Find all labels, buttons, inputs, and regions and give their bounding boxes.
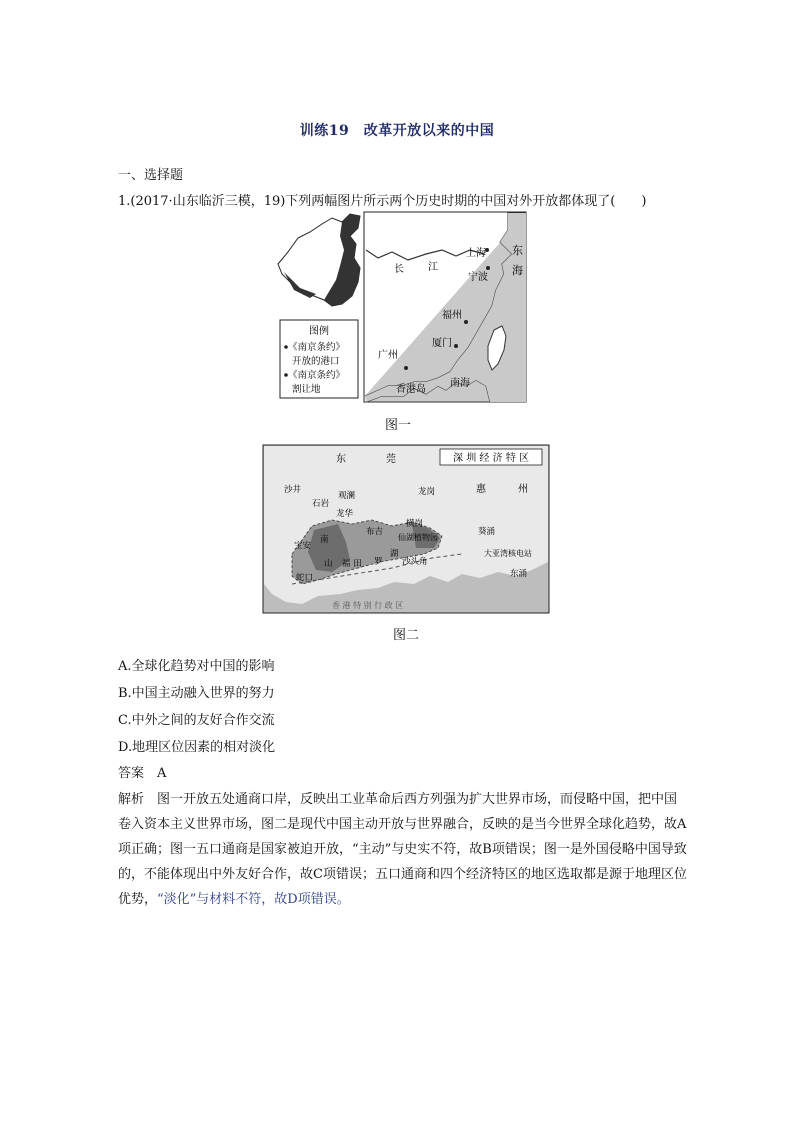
option-a: A.全球化趋势对中国的影响 [118, 659, 275, 674]
option-c: C.中外之间的友好合作交流 [118, 713, 275, 728]
label-hu: 湖 [390, 549, 399, 559]
label-longhua: 龙华 [336, 509, 354, 519]
label-dong: 东 [512, 244, 523, 257]
label-jiang: 江 [428, 262, 438, 273]
label-shan: 山 [324, 559, 333, 569]
figure-2-caption: 图二 [392, 628, 419, 643]
legend-heading: 图例 [309, 326, 329, 337]
label-chang: 长 [394, 264, 404, 275]
label-shajing: 沙井 [284, 485, 302, 495]
label-buji: 布吉 [366, 527, 384, 537]
label-hui: 惠 [476, 484, 486, 495]
figure-1-map [270, 210, 530, 406]
label-daya: 大亚湾核电站 [484, 549, 532, 558]
legend-item2-line1: 《南京条约》 [288, 370, 346, 381]
label-hk: 香 港 特 别 行 政 区 [332, 601, 404, 610]
label-futian: 福 田 [342, 559, 362, 569]
analysis [118, 787, 688, 912]
label-shatoujiao: 沙头角 [402, 557, 428, 567]
legend-item1-line1: 《南京条约》 [288, 342, 346, 353]
label-xianggang: 香港岛 [396, 384, 426, 395]
figure-1-caption: 图一 [384, 418, 411, 433]
section-heading: 一、选择题 [118, 168, 184, 183]
label-fuzhou: 福州 [442, 310, 462, 321]
page-title: 训练19 改革开放以来的中国 [299, 123, 495, 139]
label-henggang: 横岗 [406, 519, 424, 529]
label-guan: 莞 [386, 454, 396, 465]
sz-title: 深 圳 经 济 特 区 [453, 453, 529, 464]
label-shiyan: 石岩 [312, 499, 330, 509]
label-xiamen: 厦门 [432, 338, 452, 349]
label-baoan: 宝安 [294, 541, 312, 551]
option-d: D.地理区位因素的相对淡化 [118, 740, 276, 755]
label-ningbo: 宁波 [468, 272, 488, 283]
analysis-body: 图一开放五处通商口岸，反映出工业革命后西方列强为扩大世界市场，而侵略中国，把中国卷入资本主义世界市场，图二是现代中国主动开放与世界融合，反映的是当今世界全球化趋势，故A项正确；图一五口通商是国家被迫开放，“主动”与史实不符，故B项错误；图一是外国侵略中国导致的，不能体现出中外友好合作，故C项错误；五口通商和四个经济特区的地区选取都是源于地理区位优势， [118, 792, 687, 907]
analysis-label: 解析 [118, 792, 158, 807]
legend-item1-line2: 开放的港口 [292, 356, 340, 367]
label-nan: 南 [320, 535, 329, 545]
label-zhou: 州 [518, 484, 528, 495]
label-shekou: 蛇口 [296, 573, 314, 583]
label-guanlan: 观澜 [338, 491, 356, 501]
label-hai: 海 [512, 264, 523, 277]
question-stem: 1.(2017·山东临沂三模，19)下列两幅图片所示两个历史时期的中国对外开放都体现了( ) [118, 194, 647, 209]
answer: 答案 A [118, 766, 167, 781]
label-dongchong: 东涌 [510, 569, 528, 579]
analysis-tail: “淡化”与材料不符，故D项错误。 [157, 892, 350, 907]
label-shanghai: 上海 [466, 248, 486, 259]
label-kuiyong: 葵涌 [478, 527, 496, 537]
label-nanhai: 南海 [450, 378, 470, 389]
legend-item2-line2: 割让地 [292, 384, 321, 395]
label-guangzhou: 广州 [378, 350, 398, 361]
figure-2-map [262, 444, 550, 614]
label-luo: 罗 [374, 557, 383, 567]
label-longgang: 龙岗 [418, 487, 436, 497]
option-b: B.中国主动融入世界的努力 [118, 686, 275, 701]
label-dong2: 东 [336, 454, 346, 465]
label-botanical: 仙湖植物园 [398, 533, 438, 542]
